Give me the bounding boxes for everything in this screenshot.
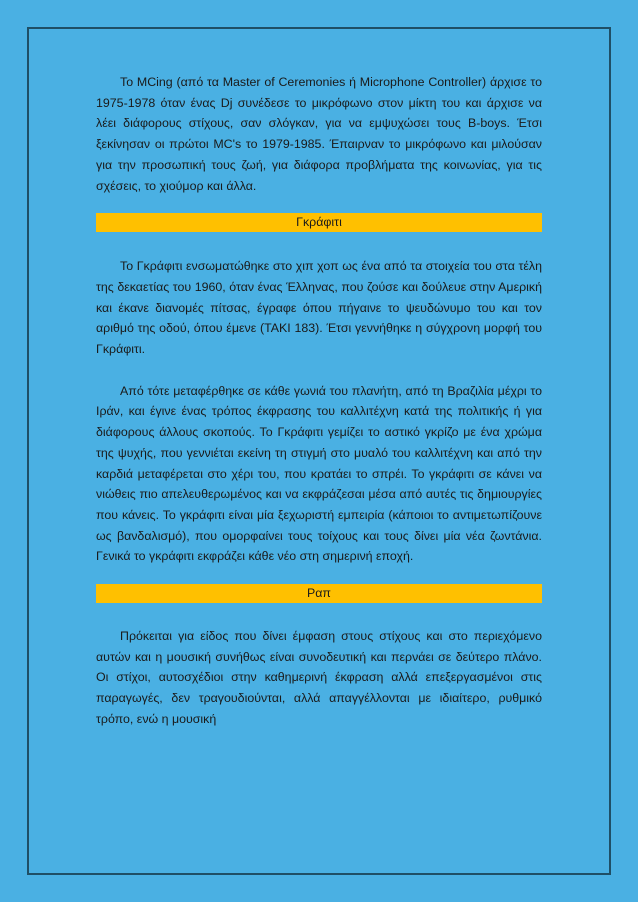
paragraph-graffiti-spread: Από τότε μεταφέρθηκε σε κάθε γωνιά του πλανήτη, από τη Βραζιλία μέχρι το Ιράν, και έγινε ένας τρόπος έκφρασης του καλλιτέχνη κατά της πολιτικής ή για διάφορους άλλους σκοπούς. Το Γκράφιτι γεμίζει το αστικό γκρίζο με ένα χρώμα της ψυχής, που γεννιέται εκείνη τη στιγμή στο μυαλό του καλλιτέχνη και από την καρδιά μεταφέρεται στο χέρι του, που κρατάει το σπρέι. Το γκράφιτι σε κάνει να νιώθεις πιο απελευθερωμένος και να εκφράζεσαι μέσα από αυτές τις δημιουργίες που κάνεις. Το γκράφιτι είναι μία ξεχωριστή εμπειρία (κάποιοι το αντιμετωπίζουνε ως βανδαλισμό), που ομορφαίνει τους τοίχους και τους δίνει μία νέα ζωντάνια. Γενικά το γκράφιτι εκφράζει κάθε νέο στη σημερινή εποχή.: [96, 383, 542, 564]
document-body: [96, 72, 542, 730]
paragraph-mcing: To MCing (από τα Master of Ceremonies ή Microphone Controller) άρχισε το 1975-1978 όταν ένας Dj συνέδεσε το μικρόφωνο στον μίκτη του και άρχισε να λέει διάφορους στίχους, σαν σλόγκαν, για να εμψυχώσει τους B-boys. Έτσι ξεκίνησαν οι πρώτοι MC's το 1979-1985. Έπαιρναν το μικρόφωνο και μιλούσαν για την προσωπική τους ζωή, για διάφορα προβλήματα της κοινωνίας, για τις σχέσεις, το χιούμορ και άλλα.: [96, 75, 542, 193]
paragraph-rap: Πρόκειται για είδος που δίνει έμφαση στους στίχους και στο περιεχόμενο αυτών και η μουσική συνήθως είναι συνοδευτική και περνάει σε δεύτερο πλάνο. Οι στίχοι, αυτοσχέδιοι στην καθημερινή έκφραση αλλά επεξεργασμένοι στις παραγωγές, δεν τραγουδιούνται, αλλά απαγγέλλονται με ιδιαίτερο, ρυθμικό τρόπο, ενώ η μουσική: [96, 629, 542, 726]
section-heading-graffiti: Γκράφιτι: [96, 213, 542, 232]
paragraph-graffiti-origin: Το Γκράφιτι ενσωματώθηκε στο χιπ χοπ ως ένα από τα στοιχεία του στα τέλη της δεκαετίας του 1960, όταν ένας Έλληνας, που ζούσε και δούλευε στην Αμερική και έκανε διανομές πίτσας, έγραφε όπου πήγαινε το ψευδώνυμο του και τον αριθμό της οδού, όπου έμενε (TAKI 183). Έτσι γεννήθηκε η σύγχρονη μορφή του Γκράφιτι.: [96, 259, 542, 357]
section-heading-rap: Ραπ: [96, 584, 542, 603]
